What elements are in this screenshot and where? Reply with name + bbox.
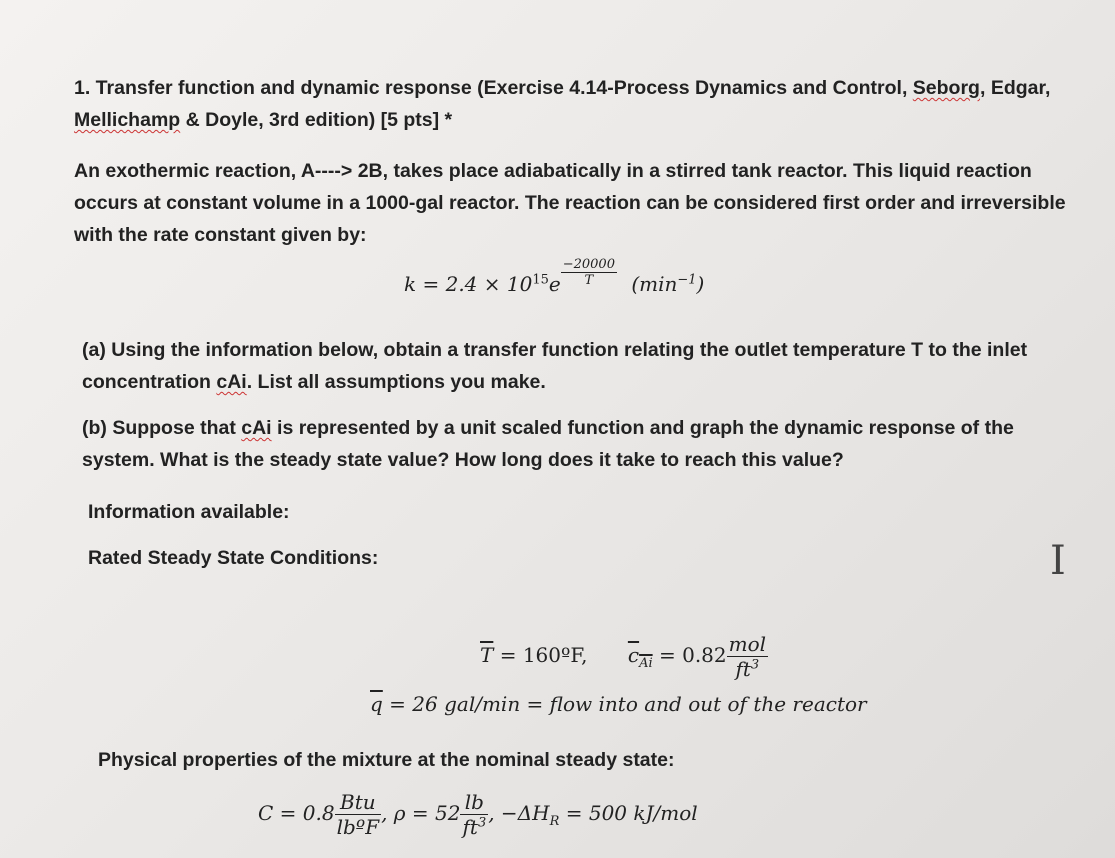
rated-label: Rated Steady State Conditions: [88,547,379,569]
spellcheck-word-cai-2: cAi [241,417,272,439]
problem-heading [74,72,1074,136]
part-a-text-2: . List all assumptions you make. [246,371,546,393]
c-subscript: Ai [639,656,653,671]
heat-capacity-units [335,790,381,839]
heat-capacity-numerator: Btu [340,790,376,814]
rate-eq-exponent [561,257,617,288]
rate-eq-lhs: k = 2.4 × 10 [404,272,533,296]
flow-text: = 26 gal/min = flow into and out of the reactor [382,692,867,716]
enthalpy-lhs: , −ΔH [488,801,550,825]
t-value: = 160ºF, [493,643,588,667]
density-numerator: lb [464,790,484,814]
c-units-numerator: mol [728,632,767,656]
q-bar-symbol: $\overline{q}$ [370,692,383,716]
part-b-text: (b) Suppose that [82,417,242,439]
enthalpy-subscript: R [549,814,560,829]
exponent-denominator: T [561,272,617,288]
c-units-power: 3 [750,657,760,673]
heat-capacity-lhs: C = 0.8 [258,801,335,825]
c-value: = 0.82 [652,643,727,667]
flow-equation [370,692,867,716]
intro-paragraph: An exothermic reaction, A----> 2B, takes place adiabatically in a stirred tank reactor. This liquid reaction occurs at constant volume in a 1000-gal reactor. The reaction can be considered first order and irreversible with the rate constant given by: [74,160,1066,246]
spellcheck-word-mellichamp: Mellichamp [74,109,181,131]
density-denominator [460,814,488,839]
density-ft: ft [462,815,478,839]
physical-properties-label: Physical properties of the mixture at the nominal steady state: [98,749,675,771]
part-a-paragraph [82,334,1072,398]
c-symbol: c [627,643,640,667]
t-bar-symbol: $\overline{T}$ [480,643,494,667]
heading-text: 1. Transfer function and dynamic response (Exercise 4.14-Process Dynamics and Control, [74,77,913,99]
text-cursor-icon: I [1050,538,1066,584]
rate-eq-units-close: ) [696,272,705,296]
c-units-denominator [727,656,768,681]
part-a-text: (a) Using the information below, obtain a transfer function relating the outlet temperature T to the inlet concentration [82,339,1028,393]
heat-capacity-denominator: lbºF [336,815,380,839]
enthalpy-value: = 500 kJ/mol [559,801,698,825]
steady-state-equation [480,632,768,681]
rate-eq-units: (min [631,272,678,296]
c-units-ft: ft [735,657,751,681]
spellcheck-word-seborg: Seborg [912,77,980,99]
density-lhs: , ρ = 52 [381,801,461,825]
properties-equation [258,790,698,839]
density-power: 3 [477,815,487,831]
heading-text-3: & Doyle, 3rd edition) [5 pts] * [180,109,453,131]
rate-eq-units-power: −1 [677,272,697,288]
info-label: Information available: [88,501,290,523]
heading-text-2: , Edgar, [979,77,1051,99]
c-ai-bar-symbol [627,643,653,671]
rate-eq-power: 15 [532,272,549,288]
c-units [727,632,768,681]
exponent-numerator: −20000 [562,257,615,272]
rate-eq-e: e [548,272,561,296]
rate-constant-equation [404,257,705,301]
density-units [460,790,488,839]
spellcheck-word-cai: cAi [216,371,247,393]
part-b-text-2: is represented by a unit scaled function and graph the dynamic response of the system. What is the steady state value? How long does it take to reach this value? [82,417,1014,471]
part-b-paragraph [82,412,1072,476]
